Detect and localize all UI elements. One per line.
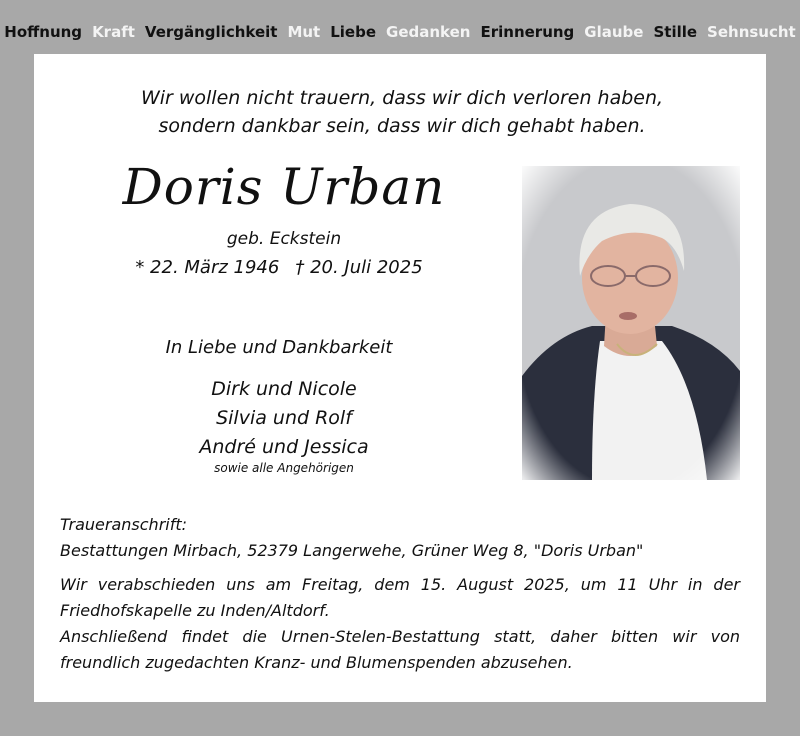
burial-text: Anschließend findet die Urnen-Stelen-Bestattung statt, daher bitten wir von freundlich zugedachten Kranz- und Blumenspenden abzusehen. — [60, 627, 740, 672]
keyword-mut: Mut — [287, 23, 321, 41]
quote-line-2: sondern dankbar sein, dass wir dich gehabt haben. — [158, 115, 646, 137]
address-label: Traueranschrift: — [60, 515, 188, 534]
keyword-sehnsucht: Sehnsucht — [707, 23, 796, 41]
portrait-photo — [522, 166, 740, 480]
mourner-entry: Dirk und Nicole — [211, 378, 357, 400]
keyword-kraft: Kraft — [92, 23, 135, 41]
keyword-bar — [0, 18, 800, 46]
address-text: Bestattungen Mirbach, 52379 Langerwehe, Grüner Weg 8, "Doris Urban" — [60, 541, 644, 560]
memorial-quote — [34, 84, 770, 140]
keyword-hoffnung: Hoffnung — [4, 23, 83, 41]
obituary-card — [34, 54, 766, 702]
mourning-address — [60, 512, 750, 564]
death-date: † 20. Juli 2025 — [295, 257, 423, 278]
service-details — [60, 572, 740, 676]
birth-date: * 22. März 1946 — [135, 257, 280, 278]
mourners-list — [134, 375, 434, 462]
mourner-entry: Silvia und Rolf — [216, 407, 352, 429]
keyword-glaube: Glaube — [584, 23, 644, 41]
mourner-entry: André und Jessica — [199, 436, 369, 458]
birth-name: geb. Eckstein — [226, 229, 342, 249]
keyword-liebe: Liebe — [330, 23, 377, 41]
keyword-gedanken: Gedanken — [386, 23, 471, 41]
dedication-line: In Liebe und Dankbarkeit — [165, 337, 393, 358]
deceased-name: Doris Urban — [122, 158, 446, 216]
keyword-verganglichkeit: Vergänglichkeit — [144, 23, 278, 41]
service-text: Wir verabschieden uns am Freitag, dem 15. August 2025, um 11 Uhr in der Friedhofskapelle zu Inden/Altdorf. — [60, 575, 740, 620]
keyword-erinnerung: Erinnerung — [480, 23, 575, 41]
quote-line-1: Wir wollen nicht trauern, dass wir dich verloren haben, — [140, 87, 664, 109]
life-dates — [114, 257, 444, 278]
keyword-stille: Stille — [653, 23, 698, 41]
relatives-note: sowie alle Angehörigen — [214, 461, 354, 475]
